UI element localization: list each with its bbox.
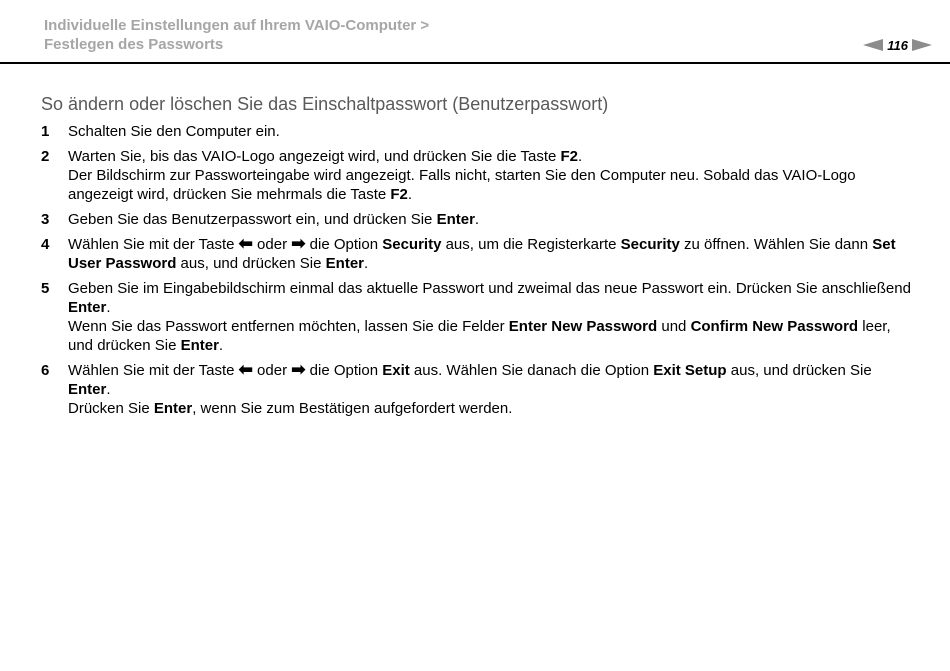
section-title: So ändern oder löschen Sie das Einschaltpasswort (Benutzerpasswort) xyxy=(41,94,609,114)
step-2 xyxy=(41,147,911,204)
step-text-segment: die Option xyxy=(305,362,383,379)
step-4 xyxy=(41,235,911,273)
step-line xyxy=(68,166,911,204)
key-name: F2 xyxy=(390,186,408,203)
step-number: 4 xyxy=(41,236,50,253)
step-number: 1 xyxy=(41,123,50,140)
step-line xyxy=(68,317,911,355)
step-text-segment: Schalten Sie den Computer ein. xyxy=(68,123,280,140)
field-name: Confirm New Password xyxy=(690,318,859,335)
step-text-segment: Drücken Sie xyxy=(68,400,154,417)
option-name: Set User Password xyxy=(68,236,896,272)
step-text-segment: aus, um die Registerkarte xyxy=(441,236,621,253)
page-number: 116 xyxy=(887,37,908,53)
key-name: Enter xyxy=(180,337,219,354)
step-text-segment: Der Bildschirm zur Passworteingabe wird angezeigt. Falls nicht, starten Sie den Computer neu. Sobald das VAIO-Logo angezeigt wird, drücken Sie mehrmals die Taste xyxy=(68,167,856,203)
option-name: Security xyxy=(382,236,442,253)
step-number: 3 xyxy=(41,211,50,228)
header-divider xyxy=(0,62,950,64)
option-name: Security xyxy=(620,236,680,253)
step-text-segment: . xyxy=(106,381,111,398)
step-text-segment: zu öffnen. Wählen Sie dann xyxy=(679,236,873,253)
step-text-segment: . xyxy=(474,211,480,228)
key-name: Enter xyxy=(68,381,107,398)
page-navigation xyxy=(863,36,932,54)
field-name: Enter New Password xyxy=(508,318,658,335)
step-text-segment: aus, und drücken Sie xyxy=(726,362,872,379)
step-text-segment: . xyxy=(578,148,583,165)
page-header xyxy=(0,0,950,64)
step-number: 5 xyxy=(41,280,50,297)
step-text-segment: . xyxy=(364,255,369,272)
breadcrumb-current: Festlegen des Passworts xyxy=(44,36,224,53)
step-text-segment: Wenn Sie das Passwort entfernen möchten, lassen Sie die Felder xyxy=(68,318,509,335)
step-5 xyxy=(41,279,911,355)
step-text xyxy=(68,122,911,141)
key-name: Enter xyxy=(436,211,475,228)
step-text-segment: , wenn Sie zum Bestätigen aufgefordert werden. xyxy=(192,400,513,417)
step-6 xyxy=(41,361,911,418)
step-text-segment: Wählen Sie mit der Taste xyxy=(68,362,239,379)
step-text-segment: Wählen Sie mit der Taste xyxy=(68,236,239,253)
step-1 xyxy=(41,122,911,141)
key-name: Enter xyxy=(325,255,364,272)
left-arrow-key-icon: ⬅ xyxy=(238,234,253,253)
step-text-segment: Warten Sie, bis das VAIO-Logo angezeigt wird, und drücken Sie die Taste xyxy=(68,148,561,165)
step-text xyxy=(68,210,911,229)
step-text-segment: leer, und drücken Sie xyxy=(68,318,891,354)
left-arrow-key-icon: ⬅ xyxy=(238,360,253,379)
step-text-segment: aus, und drücken Sie xyxy=(176,255,326,272)
step-text-segment: . xyxy=(106,299,111,316)
next-page-icon[interactable] xyxy=(912,39,932,51)
step-line xyxy=(68,279,911,317)
step-line xyxy=(68,399,911,418)
step-line xyxy=(68,147,911,166)
steps-list xyxy=(41,122,911,424)
option-name: Exit xyxy=(382,362,410,379)
step-text xyxy=(68,279,911,355)
step-text-segment: Geben Sie im Eingabebildschirm einmal das aktuelle Passwort und zweimal das neue Passwort ein. Drücken Sie anschließend xyxy=(68,280,911,297)
step-text xyxy=(68,235,911,273)
option-name: Exit Setup xyxy=(653,362,727,379)
step-text-segment: und xyxy=(657,318,691,335)
right-arrow-key-icon: ➡ xyxy=(291,360,306,379)
key-name: Enter xyxy=(153,400,193,417)
key-name: Enter xyxy=(68,299,107,316)
step-text-segment: die Option xyxy=(305,236,383,253)
key-name: F2 xyxy=(560,148,579,165)
step-3 xyxy=(41,210,911,229)
step-text-segment: . xyxy=(218,337,224,354)
step-text-segment: oder xyxy=(252,236,292,253)
step-text xyxy=(68,361,911,418)
previous-page-icon[interactable] xyxy=(863,39,883,51)
right-arrow-key-icon: ➡ xyxy=(291,234,306,253)
step-text-segment: oder xyxy=(252,362,292,379)
breadcrumb-parent: Individuelle Einstellungen auf Ihrem VAIO-Computer > xyxy=(44,17,430,34)
step-text xyxy=(68,147,911,204)
step-number: 2 xyxy=(41,148,50,165)
step-number: 6 xyxy=(41,362,50,379)
step-line xyxy=(68,361,911,399)
step-text-segment: . xyxy=(407,186,413,203)
step-text-segment: Geben Sie das Benutzerpasswort ein, und drücken Sie xyxy=(68,211,437,228)
step-text-segment: aus. Wählen Sie danach die Option xyxy=(409,362,654,379)
